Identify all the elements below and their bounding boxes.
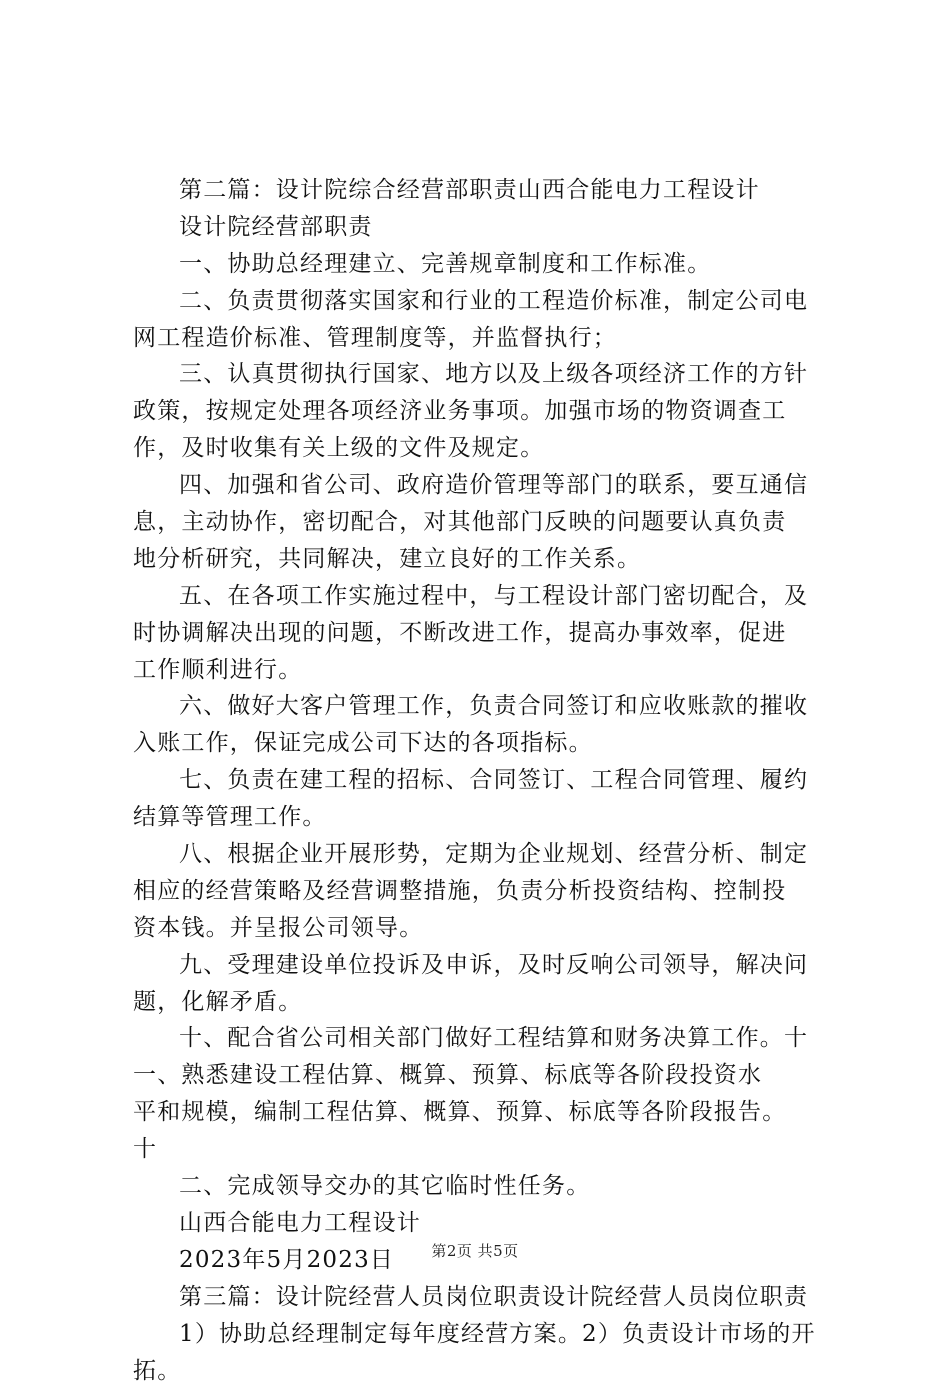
text-line: 第三篇：设计院经营人员岗位职责设计院经营人员岗位职责 [133,1279,845,1316]
text-line: 工作顺利进行。 [133,652,845,689]
text-line: 设计院经营部职责 [133,209,845,246]
text-line: 息，主动协作，密切配合，对其他部门反映的问题要认真负责 [133,504,845,541]
text-line: 时协调解决出现的问题，不断改进工作，提高办事效率，促进 [133,615,845,652]
text-line: 十 [133,1131,845,1168]
text-line: 相应的经营策略及经营调整措施，负责分析投资结构、控制投 [133,873,845,910]
document-body [133,172,845,1389]
text-line: 五、在各项工作实施过程中，与工程设计部门密切配合，及 [133,578,845,615]
text-line: 作，及时收集有关上级的文件及规定。 [133,430,845,467]
text-line: 二、完成领导交办的其它临时性任务。 [133,1168,845,1205]
text-line: 2023年5月2023日 [133,1242,845,1279]
text-line: 网工程造价标准、管理制度等，并监督执行； [133,320,845,357]
text-line: 四、加强和省公司、政府造价管理等部门的联系，要互通信 [133,467,845,504]
text-line: 三、认真贯彻执行国家、地方以及上级各项经济工作的方针 [133,356,845,393]
text-line: 一、熟悉建设工程估算、概算、预算、标底等各阶段投资水 [133,1057,845,1094]
text-line: 入账工作，保证完成公司下达的各项指标。 [133,725,845,762]
text-line: 山西合能电力工程设计 [133,1205,845,1242]
text-line: 平和规模，编制工程估算、概算、预算、标底等各阶段报告。 [133,1094,845,1131]
text-line: 二、负责贯彻落实国家和行业的工程造价标准，制定公司电 [133,283,845,320]
text-line: 拓。 [133,1353,845,1389]
text-line: 六、做好大客户管理工作，负责合同签订和应收账款的摧收 [133,688,845,725]
text-line: 资本钱。并呈报公司领导。 [133,910,845,947]
text-line: 结算等管理工作。 [133,799,845,836]
text-line: 七、负责在建工程的招标、合同签订、工程合同管理、履约 [133,762,845,799]
page-footer: 第2页 共5页 [0,1240,950,1261]
text-line: 八、根据企业开展形势，定期为企业规划、经营分析、制定 [133,836,845,873]
text-line: 第二篇：设计院综合经营部职责山西合能电力工程设计 [133,172,845,209]
text-line: 十、配合省公司相关部门做好工程结算和财务决算工作。十 [133,1020,845,1057]
text-line: 1）协助总经理制定每年度经营方案。2）负责设计市场的开 [133,1316,845,1353]
text-line: 政策，按规定处理各项经济业务事项。加强市场的物资调查工 [133,393,845,430]
text-line: 题，化解矛盾。 [133,984,845,1021]
text-line: 地分析研究，共同解决，建立良好的工作关系。 [133,541,845,578]
text-line: 九、受理建设单位投诉及申诉，及时反响公司领导，解决问 [133,947,845,984]
text-line: 一、协助总经理建立、完善规章制度和工作标准。 [133,246,845,283]
